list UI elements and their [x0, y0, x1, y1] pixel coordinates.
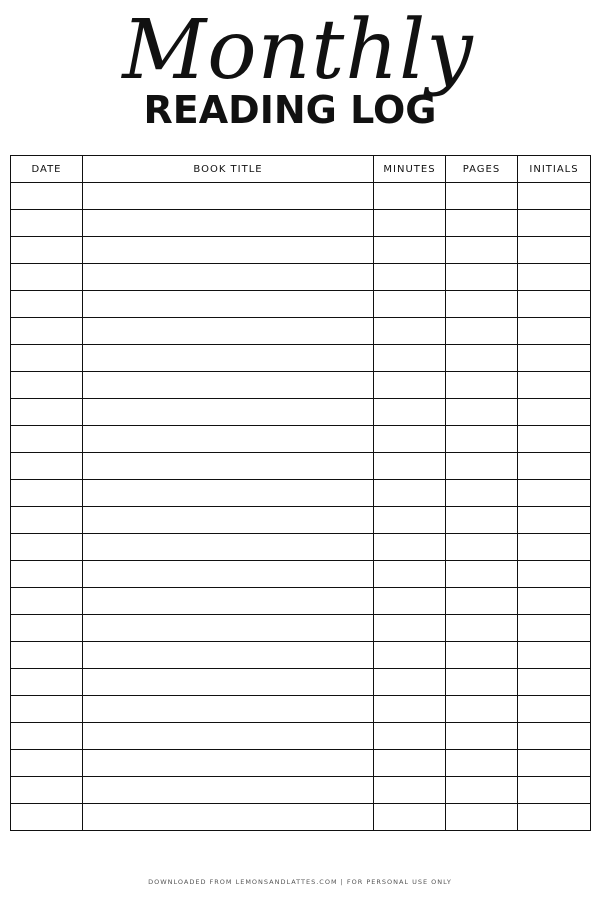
pages-cell[interactable]: [446, 723, 518, 750]
date-cell[interactable]: [11, 480, 83, 507]
date-cell[interactable]: [11, 318, 83, 345]
table-row: [11, 237, 591, 264]
table-header-row: [11, 156, 591, 183]
date-cell[interactable]: [11, 426, 83, 453]
page-header: [0, 0, 600, 150]
column-header-book-title: BOOK TITLE: [83, 156, 374, 183]
minutes-cell[interactable]: [374, 237, 446, 264]
table-row: [11, 534, 591, 561]
pages-cell[interactable]: [446, 399, 518, 426]
footer-note: DOWNLOADED FROM LEMONSANDLATTES.COM | FOR PERSONAL USE ONLY: [148, 878, 452, 886]
date-cell[interactable]: [11, 588, 83, 615]
title-script: Monthly: [122, 3, 474, 98]
pages-cell[interactable]: [446, 642, 518, 669]
initials-cell[interactable]: [518, 345, 591, 372]
initials-cell[interactable]: [518, 426, 591, 453]
date-cell[interactable]: [11, 210, 83, 237]
book-title-cell[interactable]: [83, 696, 374, 723]
book-title-cell[interactable]: [83, 210, 374, 237]
minutes-cell[interactable]: [374, 291, 446, 318]
table-row: [11, 453, 591, 480]
table-row: [11, 804, 591, 831]
initials-cell[interactable]: [518, 669, 591, 696]
pages-cell[interactable]: [446, 264, 518, 291]
minutes-cell[interactable]: [374, 750, 446, 777]
initials-cell[interactable]: [518, 291, 591, 318]
minutes-cell[interactable]: [374, 534, 446, 561]
minutes-cell[interactable]: [374, 264, 446, 291]
date-cell[interactable]: [11, 561, 83, 588]
pages-cell[interactable]: [446, 318, 518, 345]
pages-cell[interactable]: [446, 183, 518, 210]
table-row: [11, 399, 591, 426]
table-row: [11, 372, 591, 399]
initials-cell[interactable]: [518, 723, 591, 750]
reading-log-table: [10, 155, 591, 831]
minutes-cell[interactable]: [374, 318, 446, 345]
pages-cell[interactable]: [446, 372, 518, 399]
minutes-cell[interactable]: [374, 183, 446, 210]
initials-cell[interactable]: [518, 615, 591, 642]
date-cell[interactable]: [11, 237, 83, 264]
book-title-cell[interactable]: [83, 642, 374, 669]
book-title-cell[interactable]: [83, 615, 374, 642]
book-title-cell[interactable]: [83, 723, 374, 750]
book-title-cell[interactable]: [83, 291, 374, 318]
column-header-minutes: MINUTES: [374, 156, 446, 183]
table-row: [11, 561, 591, 588]
pages-cell[interactable]: [446, 507, 518, 534]
table-row: [11, 588, 591, 615]
initials-cell[interactable]: [518, 480, 591, 507]
minutes-cell[interactable]: [374, 480, 446, 507]
page-title: READING LOG: [143, 88, 437, 132]
pages-cell[interactable]: [446, 345, 518, 372]
date-cell[interactable]: [11, 507, 83, 534]
pages-cell[interactable]: [446, 480, 518, 507]
book-title-cell[interactable]: [83, 318, 374, 345]
column-header-pages: PAGES: [446, 156, 518, 183]
initials-cell[interactable]: [518, 777, 591, 804]
table-row: [11, 345, 591, 372]
minutes-cell[interactable]: [374, 399, 446, 426]
minutes-cell[interactable]: [374, 696, 446, 723]
minutes-cell[interactable]: [374, 561, 446, 588]
book-title-cell[interactable]: [83, 345, 374, 372]
pages-cell[interactable]: [446, 237, 518, 264]
pages-cell[interactable]: [446, 750, 518, 777]
initials-cell[interactable]: [518, 264, 591, 291]
minutes-cell[interactable]: [374, 642, 446, 669]
book-title-cell[interactable]: [83, 480, 374, 507]
minutes-cell[interactable]: [374, 615, 446, 642]
table-row: [11, 696, 591, 723]
date-cell[interactable]: [11, 534, 83, 561]
initials-cell[interactable]: [518, 561, 591, 588]
initials-cell[interactable]: [518, 750, 591, 777]
table-row: [11, 318, 591, 345]
book-title-cell[interactable]: [83, 453, 374, 480]
book-title-cell[interactable]: [83, 264, 374, 291]
minutes-cell[interactable]: [374, 372, 446, 399]
date-cell[interactable]: [11, 804, 83, 831]
table-row: [11, 426, 591, 453]
book-title-cell[interactable]: [83, 588, 374, 615]
pages-cell[interactable]: [446, 669, 518, 696]
initials-cell[interactable]: [518, 183, 591, 210]
pages-cell[interactable]: [446, 561, 518, 588]
book-title-cell[interactable]: [83, 669, 374, 696]
minutes-cell[interactable]: [374, 210, 446, 237]
book-title-cell[interactable]: [83, 777, 374, 804]
minutes-cell[interactable]: [374, 588, 446, 615]
pages-cell[interactable]: [446, 453, 518, 480]
book-title-cell[interactable]: [83, 372, 374, 399]
date-cell[interactable]: [11, 345, 83, 372]
table-row: [11, 750, 591, 777]
date-cell[interactable]: [11, 453, 83, 480]
book-title-cell[interactable]: [83, 237, 374, 264]
date-cell[interactable]: [11, 669, 83, 696]
table-row: [11, 183, 591, 210]
book-title-cell[interactable]: [83, 804, 374, 831]
initials-cell[interactable]: [518, 534, 591, 561]
date-cell[interactable]: [11, 696, 83, 723]
column-header-date: DATE: [11, 156, 83, 183]
table-row: [11, 291, 591, 318]
date-cell[interactable]: [11, 723, 83, 750]
pages-cell[interactable]: [446, 588, 518, 615]
table-body: [11, 183, 591, 831]
table-row: [11, 615, 591, 642]
initials-cell[interactable]: [518, 588, 591, 615]
table-row: [11, 777, 591, 804]
initials-cell[interactable]: [518, 507, 591, 534]
table-row: [11, 642, 591, 669]
minutes-cell[interactable]: [374, 345, 446, 372]
initials-cell[interactable]: [518, 372, 591, 399]
initials-cell[interactable]: [518, 453, 591, 480]
book-title-cell[interactable]: [83, 534, 374, 561]
initials-cell[interactable]: [518, 399, 591, 426]
pages-cell[interactable]: [446, 534, 518, 561]
pages-cell[interactable]: [446, 426, 518, 453]
pages-cell[interactable]: [446, 615, 518, 642]
pages-cell[interactable]: [446, 696, 518, 723]
minutes-cell[interactable]: [374, 804, 446, 831]
table-row: [11, 669, 591, 696]
table-row: [11, 210, 591, 237]
table-row: [11, 507, 591, 534]
initials-cell[interactable]: [518, 696, 591, 723]
date-cell[interactable]: [11, 642, 83, 669]
initials-cell[interactable]: [518, 237, 591, 264]
table-row: [11, 264, 591, 291]
minutes-cell[interactable]: [374, 507, 446, 534]
initials-cell[interactable]: [518, 804, 591, 831]
date-cell[interactable]: [11, 372, 83, 399]
book-title-cell[interactable]: [83, 561, 374, 588]
pages-cell[interactable]: [446, 210, 518, 237]
date-cell[interactable]: [11, 777, 83, 804]
column-header-initials: INITIALS: [518, 156, 591, 183]
book-title-cell[interactable]: [83, 507, 374, 534]
minutes-cell[interactable]: [374, 723, 446, 750]
book-title-cell[interactable]: [83, 183, 374, 210]
minutes-cell[interactable]: [374, 426, 446, 453]
initials-cell[interactable]: [518, 318, 591, 345]
minutes-cell[interactable]: [374, 453, 446, 480]
pages-cell[interactable]: [446, 804, 518, 831]
date-cell[interactable]: [11, 615, 83, 642]
minutes-cell[interactable]: [374, 669, 446, 696]
table-row: [11, 723, 591, 750]
book-title-cell[interactable]: [83, 750, 374, 777]
date-cell[interactable]: [11, 183, 83, 210]
minutes-cell[interactable]: [374, 777, 446, 804]
pages-cell[interactable]: [446, 777, 518, 804]
date-cell[interactable]: [11, 264, 83, 291]
book-title-cell[interactable]: [83, 399, 374, 426]
initials-cell[interactable]: [518, 210, 591, 237]
pages-cell[interactable]: [446, 291, 518, 318]
date-cell[interactable]: [11, 750, 83, 777]
date-cell[interactable]: [11, 291, 83, 318]
date-cell[interactable]: [11, 399, 83, 426]
initials-cell[interactable]: [518, 642, 591, 669]
book-title-cell[interactable]: [83, 426, 374, 453]
table-row: [11, 480, 591, 507]
